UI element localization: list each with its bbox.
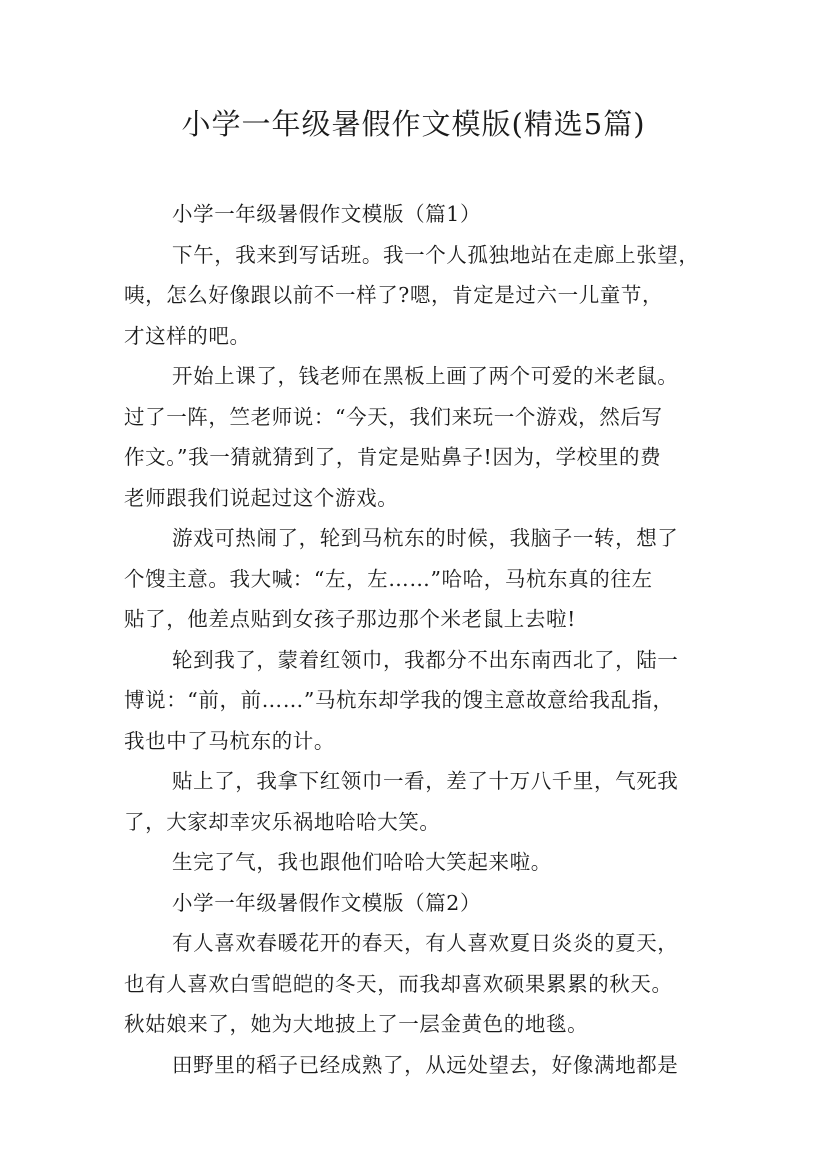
paragraph-line: 作文。”我一猜就猜到了，肯定是贴鼻子!因为，学校里的费 bbox=[124, 445, 662, 469]
paragraph-line: 秋姑娘来了，她为大地披上了一层金黄色的地毯。 bbox=[124, 1012, 589, 1036]
document-body bbox=[124, 194, 714, 1085]
paragraph-line: 游戏可热闹了，轮到马杭东的时候，我脑子一转，想了 bbox=[172, 526, 679, 550]
paragraph-line: 过了一阵，竺老师说：“今天，我们来玩一个游戏，然后写 bbox=[124, 404, 663, 429]
section-heading: 小学一年级暑假作文模版（篇1） bbox=[172, 202, 482, 226]
section-heading: 小学一年级暑假作文模版（篇2） bbox=[172, 890, 482, 915]
paragraph-line: 了，大家却幸灾乐祸地哈哈大笑。 bbox=[124, 809, 441, 834]
paragraph-line: 博说：“前，前……”马杭东却学我的馊主意故意给我乱指， bbox=[124, 688, 674, 712]
paragraph-line: 轮到我了，蒙着红领巾，我都分不出东南西北了，陆一 bbox=[172, 647, 679, 672]
paragraph-line: 生完了气，我也跟他们哈哈大笑起来啦。 bbox=[172, 850, 552, 874]
document-title: 小学一年级暑假作文模版(精选5篇) bbox=[181, 107, 646, 141]
paragraph-line: 开始上课了，钱老师在黑板上画了两个可爱的米老鼠。 bbox=[172, 364, 679, 388]
paragraph-line: 咦，怎么好像跟以前不一样了?嗯，肯定是过六一儿童节， bbox=[124, 283, 664, 307]
paragraph-line: 有人喜欢春暖花开的春天，有人喜欢夏日炎炎的夏天， bbox=[172, 931, 679, 955]
paragraph-line: 也有人喜欢白雪皑皑的冬天，而我却喜欢硕果累累的秋天。 bbox=[124, 971, 673, 996]
paragraph-line: 我也中了马杭东的计。 bbox=[124, 728, 335, 753]
paragraph-line: 个馊主意。我大喊：“左，左……”哈哈，马杭东真的往左 bbox=[124, 566, 653, 591]
paragraph-line: 下午，我来到写话班。我一个人孤独地站在走廊上张望， bbox=[172, 242, 700, 267]
paragraph-line: 才这样的吧。 bbox=[124, 323, 251, 348]
paragraph-line: 老师跟我们说起过这个游戏。 bbox=[124, 485, 399, 510]
paragraph-line: 田野里的稻子已经成熟了，从远处望去，好像满地都是 bbox=[172, 1052, 679, 1077]
paragraph-line: 贴上了，我拿下红领巾一看，差了十万八千里，气死我 bbox=[172, 769, 679, 793]
paragraph-line: 贴了，他差点贴到女孩子那边那个米老鼠上去啦! bbox=[124, 607, 576, 631]
